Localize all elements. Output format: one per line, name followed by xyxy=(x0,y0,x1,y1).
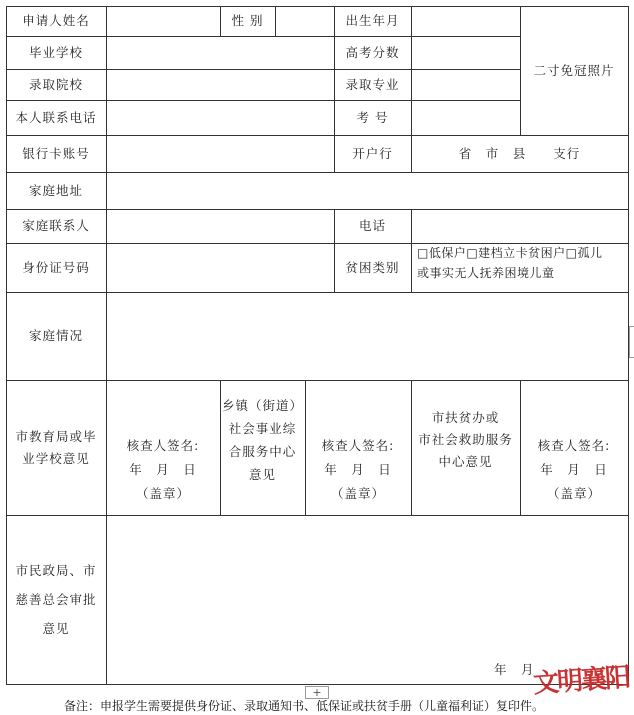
civil-opinion-line: 意见 xyxy=(42,621,70,636)
address-field[interactable] xyxy=(106,172,628,209)
final-date-label: 年 月 xyxy=(494,662,535,677)
aid-opinion-label xyxy=(411,380,520,515)
score-label: 高考分数 xyxy=(345,44,400,60)
civil-opinion-field[interactable] xyxy=(106,515,628,684)
sign-label: 核查人签名: xyxy=(126,437,200,453)
sign-label: 核查人签名: xyxy=(537,437,611,453)
seal-label: （盖章） xyxy=(135,485,190,501)
bank-label: 银行卡账号 xyxy=(22,145,90,161)
contact-phone-label: 电话 xyxy=(358,218,386,233)
school-field[interactable] xyxy=(106,36,334,69)
applicant-name-field[interactable] xyxy=(106,6,220,36)
photo-box[interactable]: 二寸免冠照片 xyxy=(533,62,615,78)
major-label: 录取专业 xyxy=(345,76,400,92)
street-opinion-line: 合服务中心 xyxy=(228,443,297,459)
id-field[interactable] xyxy=(106,243,334,292)
aid-opinion-line: 中心意见 xyxy=(438,453,493,469)
edu-opinion-line: 业学校意见 xyxy=(22,450,90,466)
address-label: 家庭地址 xyxy=(28,182,83,198)
birth-field[interactable] xyxy=(411,6,520,36)
id-label: 身份证号码 xyxy=(22,259,90,275)
date-label: 年 月 日 xyxy=(129,461,197,477)
seal-label: （盖章） xyxy=(546,485,601,501)
poverty-label: 贫困类别 xyxy=(345,259,400,275)
gender-label: 性 别 xyxy=(231,13,264,28)
bank-branch-field[interactable]: 省 市 县 支行 xyxy=(458,145,581,161)
street-opinion-line: 意见 xyxy=(248,466,276,482)
table-resize-handle[interactable] xyxy=(629,326,634,358)
exam-no-field[interactable] xyxy=(411,100,520,135)
poverty-option-line: 或事实无人抚养困境儿童 xyxy=(417,266,555,280)
watermark-logo: 文明襄阳 xyxy=(532,662,631,700)
date-label: 年 月 日 xyxy=(540,461,608,477)
college-field[interactable] xyxy=(106,69,334,100)
civil-opinion-label xyxy=(6,515,106,684)
aid-opinion-line: 市扶贫办或 xyxy=(431,409,500,425)
edu-opinion-label xyxy=(6,380,106,515)
civil-opinion-line: 慈善总会审批 xyxy=(15,592,97,607)
poverty-options[interactable] xyxy=(411,243,628,292)
applicant-name-label: 申请人姓名 xyxy=(22,13,90,28)
family-label: 家庭情况 xyxy=(28,328,83,343)
edu-opinion-line: 市教育局或毕 xyxy=(15,428,97,444)
poverty-option-line: □低保户□建档立卡贫困户□孤儿 xyxy=(417,246,603,260)
street-opinion-line: 乡镇（街道） xyxy=(221,397,303,413)
phone-field[interactable] xyxy=(106,100,334,135)
school-label: 毕业学校 xyxy=(28,44,83,60)
score-field[interactable] xyxy=(411,36,520,69)
contact-field[interactable] xyxy=(106,209,334,243)
aid-opinion-line: 市社会救助服务 xyxy=(418,431,513,447)
edu-sign-box[interactable] xyxy=(106,380,220,515)
college-label: 录取院校 xyxy=(28,76,83,92)
street-opinion-label xyxy=(220,380,305,515)
date-label: 年 月 日 xyxy=(324,461,392,477)
street-opinion-line: 社会事业综 xyxy=(228,420,297,436)
footer-note: 备注：申报学生需要提供身份证、录取通知书、低保证或扶贫手册（儿童福利证）复印件。 xyxy=(64,699,545,713)
family-field[interactable] xyxy=(106,292,628,380)
major-field[interactable] xyxy=(411,69,520,100)
bank-field[interactable] xyxy=(106,135,334,172)
table-add-row-handle[interactable]: + xyxy=(305,686,329,699)
birth-label: 出生年月 xyxy=(345,13,400,28)
contact-label: 家庭联系人 xyxy=(22,218,90,233)
aid-sign-box[interactable] xyxy=(520,380,628,515)
exam-no-label: 考 号 xyxy=(356,109,389,125)
contact-phone-field[interactable] xyxy=(411,209,628,243)
gender-field[interactable] xyxy=(275,6,334,36)
sign-label: 核查人签名: xyxy=(321,437,395,453)
bank-branch-label: 开户行 xyxy=(352,145,393,161)
civil-opinion-line: 市民政局、市 xyxy=(15,563,97,578)
phone-label: 本人联系电话 xyxy=(15,109,97,125)
seal-label: （盖章） xyxy=(330,485,385,501)
street-sign-box[interactable] xyxy=(305,380,411,515)
